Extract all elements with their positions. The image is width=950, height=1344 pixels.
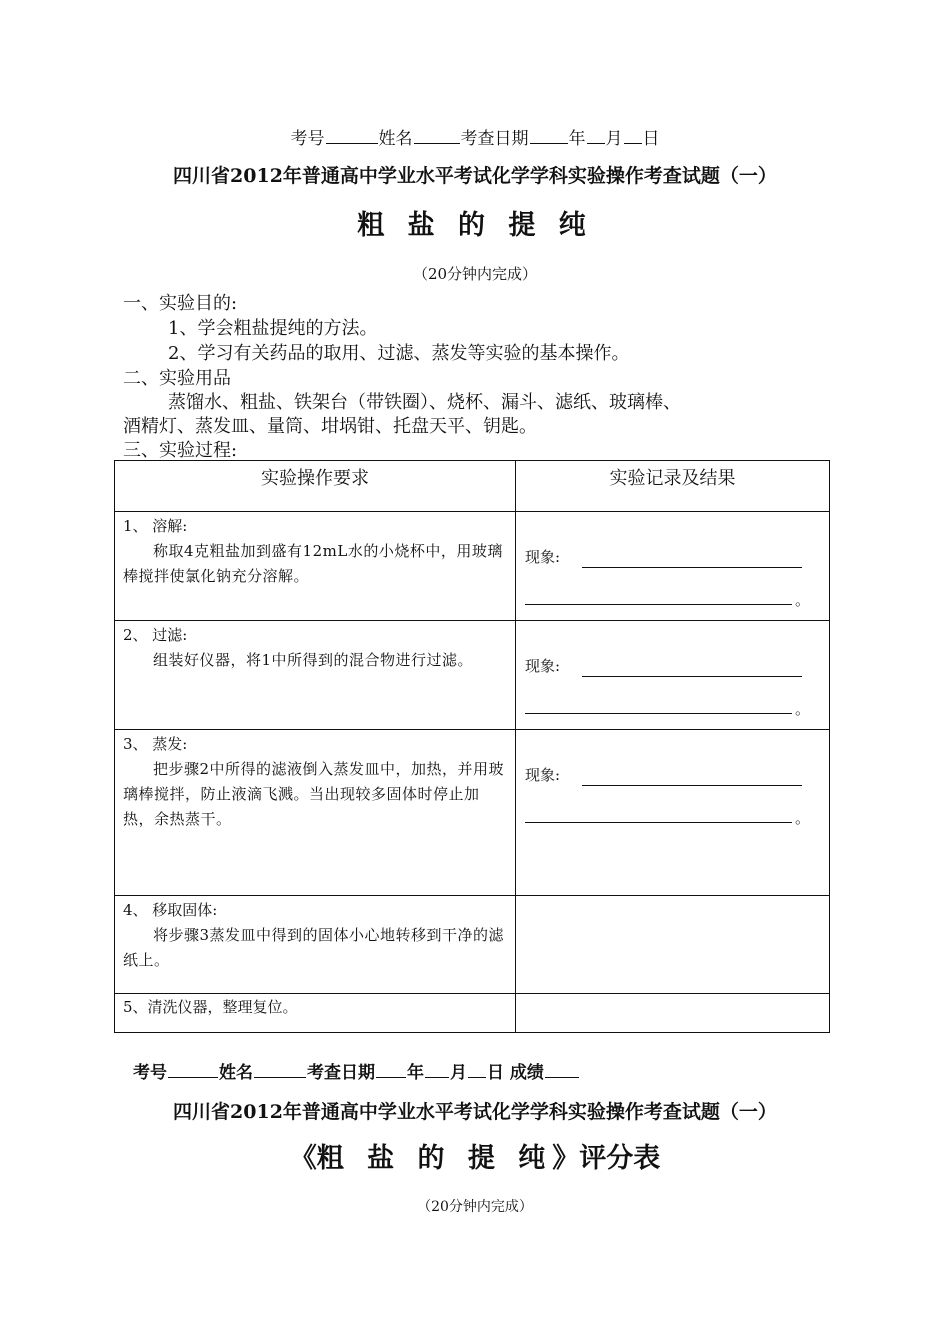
table-row-divider [115, 895, 829, 896]
score-info-header [133, 1058, 580, 1083]
day-label: 日 [487, 1063, 504, 1083]
month-blank[interactable] [587, 128, 605, 144]
experiment-table [114, 460, 830, 1033]
step-title: 5、清洗仪器，整理复位。 [123, 998, 298, 1016]
purpose-heading: 一、实验目的: [123, 293, 238, 314]
observation-blank[interactable] [525, 821, 792, 823]
observation-label: 现象: [525, 548, 561, 566]
column-header-operation: 实验操作要求 [261, 468, 369, 489]
score-blank[interactable] [545, 1062, 579, 1078]
step-title: 4、 移取固体: [123, 901, 218, 919]
score-title-name: 粗 盐 的 提 纯 [316, 1143, 553, 1174]
observation-blank[interactable] [525, 712, 792, 714]
observation-end: 。 [795, 591, 811, 609]
exam-info-header [0, 124, 950, 149]
date-label: 考查日期 [307, 1063, 375, 1083]
time-limit: （20分钟内完成） [412, 265, 538, 283]
step-title: 2、 过滤: [123, 626, 188, 644]
month-blank[interactable] [425, 1062, 449, 1078]
table-row-step-2 [123, 623, 508, 673]
time-limit-2: （20分钟内完成） [417, 1199, 533, 1215]
purpose-item-2: 2、学习有关药品的取用、过滤、蒸发等实验的基本操作。 [168, 343, 630, 364]
step-title: 3、 蒸发: [123, 735, 188, 753]
exam-title: 四川省2012年普通高中学业水平考试化学学科实验操作考查试题（一） [173, 165, 777, 187]
day-blank[interactable] [468, 1062, 486, 1078]
table-row-divider [115, 729, 829, 730]
step-description: 组装好仪器，将1中所得到的混合物进行过滤。 [153, 651, 474, 669]
year-blank[interactable] [530, 128, 568, 144]
experiment-title: 粗 盐 的 提 纯 [357, 210, 593, 241]
materials-heading: 二、实验用品 [123, 368, 231, 389]
observation-blank[interactable] [582, 784, 802, 786]
materials-line-1: 蒸馏水、粗盐、铁架台（带铁圈）、烧杯、漏斗、滤纸、玻璃棒、 [168, 392, 681, 413]
table-row-step-5 [123, 995, 508, 1020]
table-row-step-4 [123, 898, 508, 973]
process-heading: 三、实验过程: [123, 440, 238, 461]
observation-blank[interactable] [525, 603, 792, 605]
day-label: 日 [642, 129, 660, 149]
year-blank[interactable] [376, 1062, 406, 1078]
observation-blank[interactable] [582, 675, 802, 677]
date-label: 考查日期 [460, 129, 529, 149]
observation-blank[interactable] [582, 566, 802, 568]
exam-title-2: 四川省2012年普通高中学业水平考试化学学科实验操作考查试题（一） [173, 1101, 777, 1123]
day-blank[interactable] [624, 128, 642, 144]
materials-line-2: 酒精灯、蒸发皿、量筒、坩埚钳、托盘天平、钥匙。 [123, 416, 537, 437]
column-header-record: 实验记录及结果 [609, 468, 736, 489]
name-label: 姓名 [378, 129, 413, 149]
year-label: 年 [407, 1063, 424, 1083]
observation-label: 现象: [525, 766, 561, 784]
score-sheet-title [0, 1136, 950, 1175]
exam-no-blank[interactable] [326, 128, 378, 144]
table-row-divider [115, 511, 829, 512]
step-description: 将步骤3蒸发皿中得到的固体小心地转移到干净的滤纸上。 [123, 926, 505, 969]
table-row-divider [115, 993, 829, 994]
observation-end: 。 [795, 700, 811, 718]
table-column-divider [515, 461, 516, 1032]
month-label: 月 [605, 129, 623, 149]
purpose-item-1: 1、学会粗盐提纯的方法。 [168, 318, 378, 339]
name-label: 姓名 [219, 1063, 253, 1083]
step-description: 把步骤2中所得的滤液倒入蒸发皿中，加热，并用玻璃棒搅拌，防止液滴飞溅。当出现较多固体时停止加热，余热蒸干。 [123, 760, 505, 828]
year-label: 年 [568, 129, 586, 149]
exam-no-blank[interactable] [168, 1062, 218, 1078]
name-blank[interactable] [414, 128, 460, 144]
observation-end: 。 [795, 809, 811, 827]
score-title-close: 》评分表 [552, 1143, 661, 1174]
step-description: 称取4克粗盐加到盛有12mL水的小烧杯中，用玻璃棒搅拌使氯化钠充分溶解。 [123, 542, 503, 585]
table-row-step-3 [123, 732, 508, 832]
observation-label: 现象: [525, 657, 561, 675]
month-label: 月 [450, 1063, 467, 1083]
name-blank[interactable] [254, 1062, 306, 1078]
score-label: 成绩 [509, 1063, 544, 1083]
exam-no-label: 考号 [133, 1063, 167, 1083]
step-title: 1、 溶解: [123, 517, 188, 535]
table-row-divider [115, 620, 829, 621]
table-row-step-1 [123, 514, 508, 589]
exam-no-label: 考号 [290, 129, 325, 149]
score-title-open: 《 [289, 1143, 317, 1174]
